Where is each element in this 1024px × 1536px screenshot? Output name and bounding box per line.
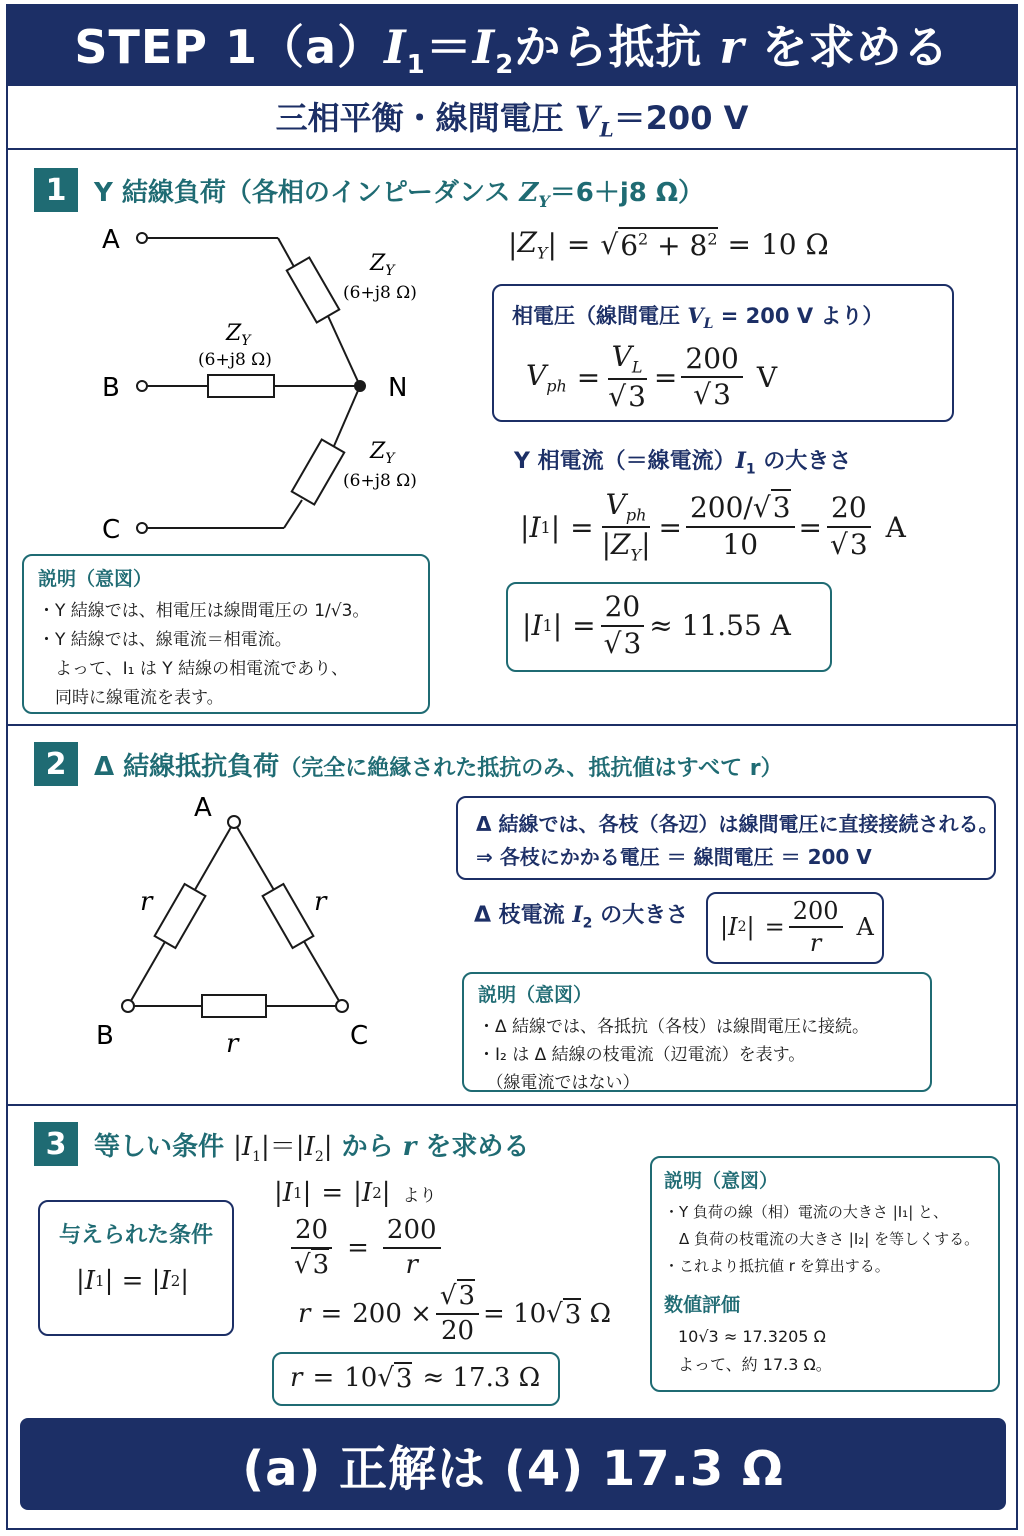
node-b-label: B [102,373,120,403]
answer-banner: (a) 正解は (4) 17.3 Ω [20,1418,1006,1510]
node-c-label: C [350,1021,369,1051]
eval-line: 10√3 ≈ 17.3205 Ω [678,1327,826,1346]
given-condition-box [38,1200,234,1336]
section-number: 3 [34,1122,78,1166]
note-title: 説明（意図） [38,568,153,590]
section-y-load [8,150,1016,726]
zy-magnitude-eq: | $Z_Y$ | = √ $6^2 + 8^2$ = 10 Ω [508,226,829,263]
delta-info-box [456,796,999,880]
svg-text:(6+j8 Ω): (6+j8 Ω) [343,471,417,491]
section-heading: 等しい条件 $|I_1|=|I_2|$ から r を求める [94,1132,530,1166]
page-title: STEP $1(a)I_1=I_2$から抵抗 r を求める [8,6,1016,86]
section-solve [8,1106,1016,1416]
node-a-label: A [102,225,120,255]
section-heading: Δ 結線抵抗負荷（完全に絶縁された抵抗のみ、抵抗値はすべて r） [94,752,783,782]
note-line: ・Δ 結線では、各抵抗（各枝）は線間電圧に接続。 [478,1017,870,1037]
current-result-eq: | I 1 | = $\frac{20}{√3}$ ≈ 11.55 A [522,590,791,660]
eval-line: よって、約 17.3 Ω。 [678,1355,832,1374]
branch-current-eq: | I 2 | = $\frac{200}{r}$ A [720,897,874,958]
phase-voltage-box [492,284,954,422]
eval-title: 数値評価 [664,1294,741,1316]
note-line: よって、I₁ は Y 結線の相電流であり、 [38,659,349,679]
note-line: 同時に線電流を表す。 [38,688,224,708]
note-title: 説明（意図） [478,984,593,1006]
svg-text:(6+j8 Ω): (6+j8 Ω) [343,283,417,303]
final-r-box [272,1352,560,1406]
delta-circuit-diagram [88,792,408,1092]
note-line: ・これより抵抗値 r を算出する。 [664,1257,890,1275]
note-title: 説明（意図） [664,1170,779,1192]
svg-text:r: r [140,887,153,917]
note-line: （線電流ではない） [478,1073,640,1093]
note-line: ・I₂ は Δ 結線の枝電流（辺電流）を表す。 [478,1045,806,1065]
node-a-label: A [194,793,212,823]
derivation-eq3: r = 200 × $\frac{√3}{20}$ = 10√ 3 Ω [298,1281,612,1346]
svg-text:ZY: $Z_Y$ [370,439,395,467]
info-line: ⇒ 各枝にかかる電圧 ＝ 線間電圧 ＝ 200 V [476,845,872,869]
info-line: Δ 結線では、各枝（各辺）は線間電圧に直接接続される。 [476,812,999,836]
derivation-eq2: $\frac{20}{√3}$ = $\frac{200}{r}$ [286,1216,445,1279]
current-eq: | I 1 | = $\frac{V_{ph}}{|Z_Y|}$ = $\frac{200/√3}{10}$ = $\frac{20}{√3}$ A [520,488,906,565]
section-delta-load [8,726,1016,1106]
branch-current-title: Δ 枝電流 $I_2$ の大きさ [474,902,689,932]
current-title: Y 相電流（＝線電流）$I_1$ の大きさ [514,448,852,478]
final-r-eq: r = 10√ 3 ≈ 17.3 Ω [290,1363,541,1394]
section2-note-box [462,972,932,1092]
section-number: 1 [34,168,78,212]
svg-text:ZY: $Z_Y$ [226,321,251,349]
section3-note-box [650,1156,1000,1392]
svg-text:r: r [226,1029,239,1059]
given-eq: | I 1 | = | I 2 | [76,1266,190,1296]
y-circuit-diagram [88,210,488,540]
branch-current-box [706,892,884,964]
section-heading: Y 結線負荷（各相のインピーダンス $Z_Y=6+j8$ Ω） [94,178,705,212]
note-line: ・Y 結線では、線電流＝相電流。 [38,630,292,650]
phase-voltage-eq: $V_{ph}$ = $\frac{V_L}{√3}$ = $\frac{200}{√3}$ V [526,340,778,414]
note-line: ・Y 負荷の線（相）電流の大きさ |I₁| と、 [664,1203,949,1221]
note-line: ・Y 結線では、相電圧は線間電圧の 1/√3。 [38,601,370,621]
note-line: Δ 負荷の枝電流の大きさ |I₂| を等しくする。 [664,1230,980,1248]
section-number: 2 [34,742,78,786]
node-n-label: N [388,373,408,403]
section1-note-box [22,554,430,714]
phase-voltage-title: 相電圧（線間電圧 $V_L = 200$ V より） [512,303,884,333]
svg-text:(6+j8 Ω): (6+j8 Ω) [198,350,272,370]
given-title: 与えられた条件 [58,1223,213,1248]
node-c-label: C [102,515,121,540]
svg-text:r: r [314,887,327,917]
node-b-label: B [96,1021,114,1051]
derivation-eq1: | I 1 | = | I 2 | より [274,1178,437,1208]
page-subtitle: 三相平衡・線間電圧 $V_L=200$ V [8,86,1016,150]
svg-text:ZY: $Z_Y$ [370,251,395,279]
current-result-box [506,582,832,672]
